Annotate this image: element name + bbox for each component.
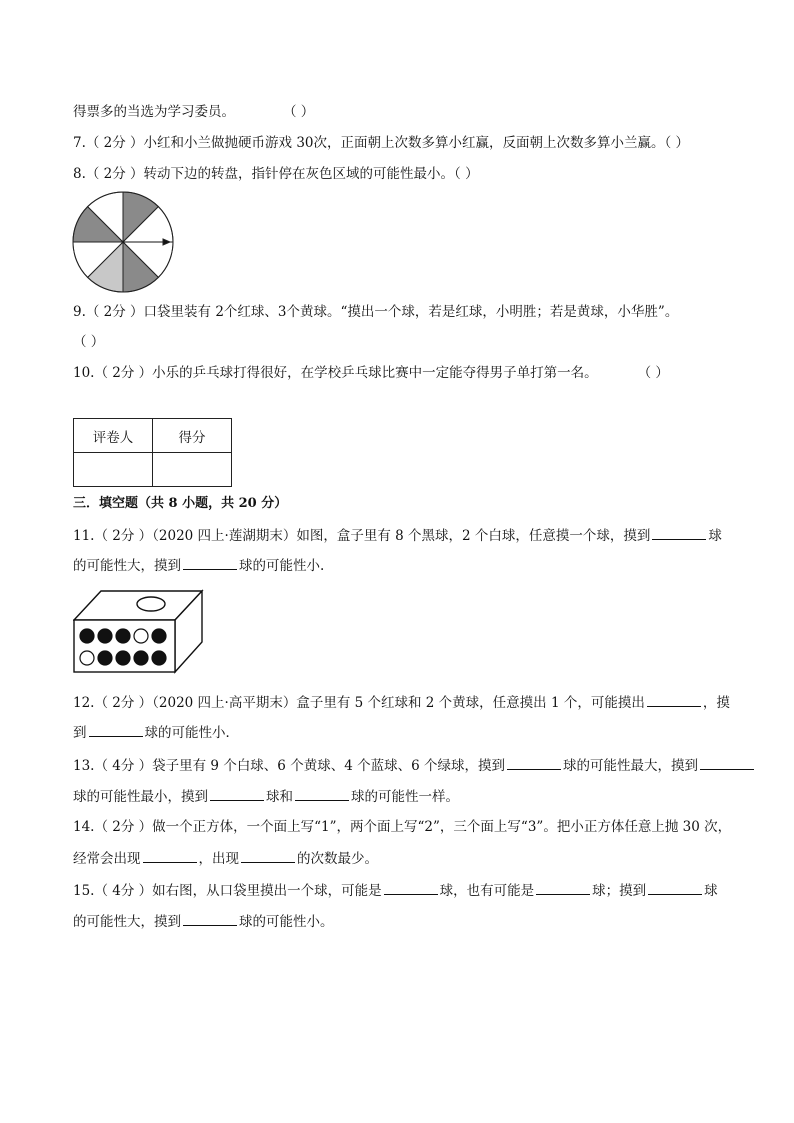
q6-tail-text: 得票多的当选为学习委员。 — [73, 104, 235, 120]
q11-text-c: 的可能性大，摸到 — [73, 558, 181, 574]
question-13-line1 — [73, 756, 756, 775]
q11-text-a: 11.（ 2分 ）（2020 四上·莲湖期末）如图，盒子里有 8 个黑球，2 个白球，任意摸一个球，摸到 — [73, 528, 651, 544]
q13-text-b: 球的可能性最大，摸到 — [562, 758, 698, 774]
question-12-line1 — [73, 693, 730, 712]
answer-blank[interactable] — [241, 849, 295, 863]
section-3-title: 三．填空题（共 8 小题，共 20 分） — [73, 496, 288, 511]
black-ball — [116, 629, 130, 643]
q13-text-d: 球和 — [266, 789, 293, 805]
q14-text-b: 经常会出现 — [73, 851, 141, 867]
q13-text-c: 球的可能性最小，摸到 — [73, 789, 208, 805]
q14-text-d: 的次数最少。 — [297, 851, 378, 867]
black-ball — [116, 651, 130, 665]
q6-tail-line — [73, 103, 314, 121]
score-header: 得分 — [153, 419, 232, 453]
spinner-figure — [72, 191, 174, 293]
q10-answer-paren[interactable]: （ ） — [637, 365, 669, 381]
q15-text-a: 15.（ 4分 ）如右图，从口袋里摸出一个球，可能是 — [73, 883, 382, 899]
black-ball — [152, 651, 166, 665]
q15-text-f: 球的可能性小。 — [239, 914, 334, 930]
answer-blank[interactable] — [89, 723, 143, 737]
answer-blank[interactable] — [295, 787, 349, 801]
question-14-line1: 14.（ 2分 ）做一个正方体，一个面上写“1”，两个面上写“2”，三个面上写“3”。把小正方体任意上抛 30 次， — [73, 819, 732, 835]
question-13-line2 — [73, 787, 459, 806]
question-7: 7.（ 2分 ）小红和小兰做抛硬币游戏 30次，正面朝上次数多算小红赢，反面朝上次数多算小兰赢。（ ） — [73, 135, 690, 151]
black-ball — [80, 629, 94, 643]
answer-blank[interactable] — [700, 756, 754, 770]
question-8: 8.（ 2分 ）转动下边的转盘，指针停在灰色区域的可能性最小。（ ） — [73, 166, 479, 182]
question-9: 9.（ 2分 ）口袋里装有 2个红球、3个黄球。“摸出一个球，若是红球，小明胜；若是黄球，小华胜”。 — [73, 304, 679, 320]
q14-text-c: ，出现 — [198, 851, 239, 867]
grader-cell[interactable] — [74, 453, 153, 487]
score-cell[interactable] — [153, 453, 232, 487]
answer-blank[interactable] — [183, 912, 237, 926]
black-ball — [98, 651, 112, 665]
ball-box-figure — [73, 588, 205, 676]
score-table — [73, 418, 232, 487]
answer-blank[interactable] — [507, 756, 561, 770]
q11-text-b: 球 — [708, 528, 722, 544]
grader-header: 评卷人 — [74, 419, 153, 453]
answer-blank[interactable] — [647, 693, 701, 707]
q12-text-d: 球的可能性小． — [144, 725, 239, 741]
q12-text-a: 12.（ 2分 ）（2020 四上·高平期末）盒子里有 5 个红球和 2 个黄球，任意摸出 1 个，可能摸出 — [73, 695, 645, 711]
answer-blank[interactable] — [384, 881, 438, 895]
white-ball — [80, 651, 94, 665]
question-15-line2 — [73, 912, 334, 931]
white-ball — [134, 629, 148, 643]
q15-text-b: 球，也有可能是 — [439, 883, 535, 899]
question-11-line2 — [73, 556, 324, 575]
question-15-line1 — [73, 881, 718, 900]
black-ball — [98, 629, 112, 643]
answer-blank[interactable] — [183, 556, 237, 570]
question-11-line1 — [73, 526, 722, 545]
q15-text-c: 球；摸到 — [592, 883, 647, 899]
question-10-line — [73, 364, 669, 382]
answer-blank[interactable] — [652, 526, 706, 540]
q11-text-d: 球的可能性小. — [239, 558, 325, 574]
q15-text-d: 球 — [704, 883, 718, 899]
black-ball — [152, 629, 166, 643]
q13-text-a: 13.（ 4分 ）袋子里有 9 个白球、6 个黄球、4 个蓝球、6 个绿球，摸到 — [73, 758, 505, 774]
q9-answer-paren[interactable]: （ ） — [73, 334, 105, 350]
q13-text-e: 球的可能性一样。 — [351, 789, 459, 805]
answer-blank[interactable] — [536, 881, 590, 895]
question-10: 10.（ 2分 ）小乐的乒乓球打得很好，在学校乒乓球比赛中一定能夺得男子单打第一名。 — [73, 365, 598, 381]
question-12-line2 — [73, 723, 239, 742]
q15-text-e: 的可能性大，摸到 — [73, 914, 181, 930]
q12-text-b: ，摸 — [702, 695, 730, 711]
answer-blank[interactable] — [648, 881, 702, 895]
answer-paren[interactable]: （ ） — [283, 104, 315, 120]
answer-blank[interactable] — [210, 787, 264, 801]
q12-text-c: 到 — [73, 725, 87, 741]
answer-blank[interactable] — [143, 849, 197, 863]
question-14-line2 — [73, 849, 378, 868]
black-ball — [134, 651, 148, 665]
